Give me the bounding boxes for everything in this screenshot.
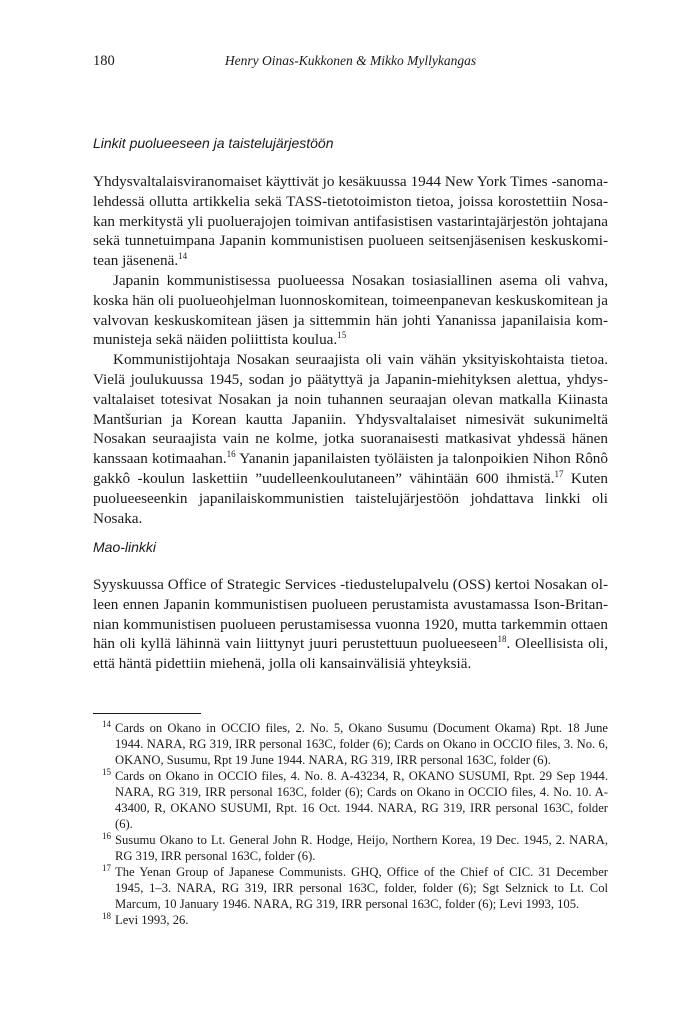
paragraph: Kommunistijohtaja Nosakan seuraajista oli vain vähän yksityiskohtaista tietoa. Vielä joulukuussa 1945, sodan jo päätyttyä ja Japanin-miehityksen alettua, yhdysvaltalaiset totesivat Nosakan ja noin tuhannen seuraajan olevan matkalla Kiinasta Mantšurian ja Korean kautta Japaniin. Yhdysvaltalaiset nimesivät sukunimeltä Nosakan seuraajista vain ne kolme, jotka suoranaisesti matkasivat yhdessä hänen kanssaan kotimaahan.$^{16}$ Yananin japanilaisten työläisten ja talonpoikien Nihon Rônô gakkô -koulun laskettiin ”uudelleenkoulutaneen” vähintään 600 ihmistä.$^{17}$ Kuten puolueeseenkin japanilaiskommunistien taistelujärjestöön johdattava linkki oli Nosaka. <box>93 351 608 527</box>
section-heading-mao-link: Mao-linkki <box>93 539 157 555</box>
paragraph: Yhdysvaltalaisviranomaiset käyttivät jo kesäkuussa 1944 New York Times -sanomalehdessä ollutta artikkelia sekä TASS-tietotoimiston tietoa, joissa korostettiin Nosakan merkitystä yli puoluerajojen toimivan antifasistisen vastarintajärjestön johtajana sekä tunnetuimpana Japanin kommunistisen puolueen seitsenjäsenisen keskuskomitean jäsenenä.$^{14}$ <box>93 173 608 270</box>
footnote-18: 18 Levi 1993, 26. <box>102 911 189 927</box>
running-header <box>93 53 608 73</box>
footnote-16: 16 Susumu Okano to Lt. General John R. Hodge, Heijo, Northern Korea, 19 Dec. 1945, 2. NARA, RG 319, IRR personal 163C, folder (6). <box>102 831 608 863</box>
footnote-17: 17 The Yenan Group of Japanese Communists. GHQ, Office of the Chief of CIC. 31 December 1945, 1–3. NARA, RG 319, IRR personal 163C, folder, folder (6); Sgt Selznick to Lt. Col Marcum, 10 January 1946. NARA, RG 319, IRR personal 163C, folder (6); Levi 1993, 105. <box>102 863 608 911</box>
footnote-14: 14 Cards on Okano in OCCIO files, 2. No. 5, Okano Susumu (Document Okama) Rpt. 18 June 1944. NARA, RG 319, IRR personal 163C, folder (6); Cards on Okano in OCCIO files, 3. No. 6, OKANO, Susumu, Rpt 19 June 1944. NARA, RG 319, IRR personal 163C, folder (6). <box>102 719 608 767</box>
footnote-ref[interactable]: 16 <box>226 449 236 460</box>
footnote-ref[interactable]: 17 <box>554 468 564 479</box>
paragraph: Syyskuussa Office of Strategic Services -tiedustelupalvelu (OSS) kertoi Nosakan olleen ennen Japanin kommunistisen puolueen perustamista avustamassa Ison-Britannian kommunistisen puolueen perustamisessa vuonna 1920, mutta tarkemmin ottaen hän oli kyllä lähinnä vain liittynyt juuri perustettuun puolueeseen$^{18}$. Oleellisista oli, että häntä pidettiin miehenä, jolla oli kansainvälisiä yhteyksiä. <box>93 576 608 673</box>
footnotes <box>93 720 608 928</box>
footnote-ref[interactable]: 15 <box>337 330 347 341</box>
section-heading-links: Linkit puolueeseen ja taistelujärjestöön <box>93 135 334 151</box>
paragraph: Japanin kommunistisessa puolueessa Nosakan tosiasiallinen asema oli vahva, koska hän oli puolueohjelman luonnoskomitean, toimeenpanevan keskuskomitean ja valvovan keskuskomitean jäsen ja sittemmin hän johti Yananissa japanilaisia kommunisteja sekä näiden poliittista koulua.$^{15}$ <box>93 271 608 349</box>
running-header-authors: Henry Oinas-Kukkonen & Mikko Myllykangas <box>224 53 477 68</box>
footnote-ref[interactable]: 18 <box>497 634 507 645</box>
footnote-15: 15 Cards on Okano in OCCIO files, 4. No. 8. A-43234, R, OKANO SUSUMI, Rpt. 29 Sep 1944. NARA, RG 319, IRR personal 163C, folder (6); Cards on Okano in OCCIO files, 4. No. 10. A-43400, R, OKANO SUSUMI, Rpt. 16 Oct. 1944. NARA, RG 319, IRR personal 163C, folder (6). <box>102 767 608 831</box>
footnote-ref[interactable]: 14 <box>178 251 188 262</box>
section-body-links <box>93 172 608 528</box>
page-number: 180 <box>93 53 115 69</box>
section-body-mao-link <box>93 575 608 674</box>
footnote-separator <box>93 713 201 714</box>
